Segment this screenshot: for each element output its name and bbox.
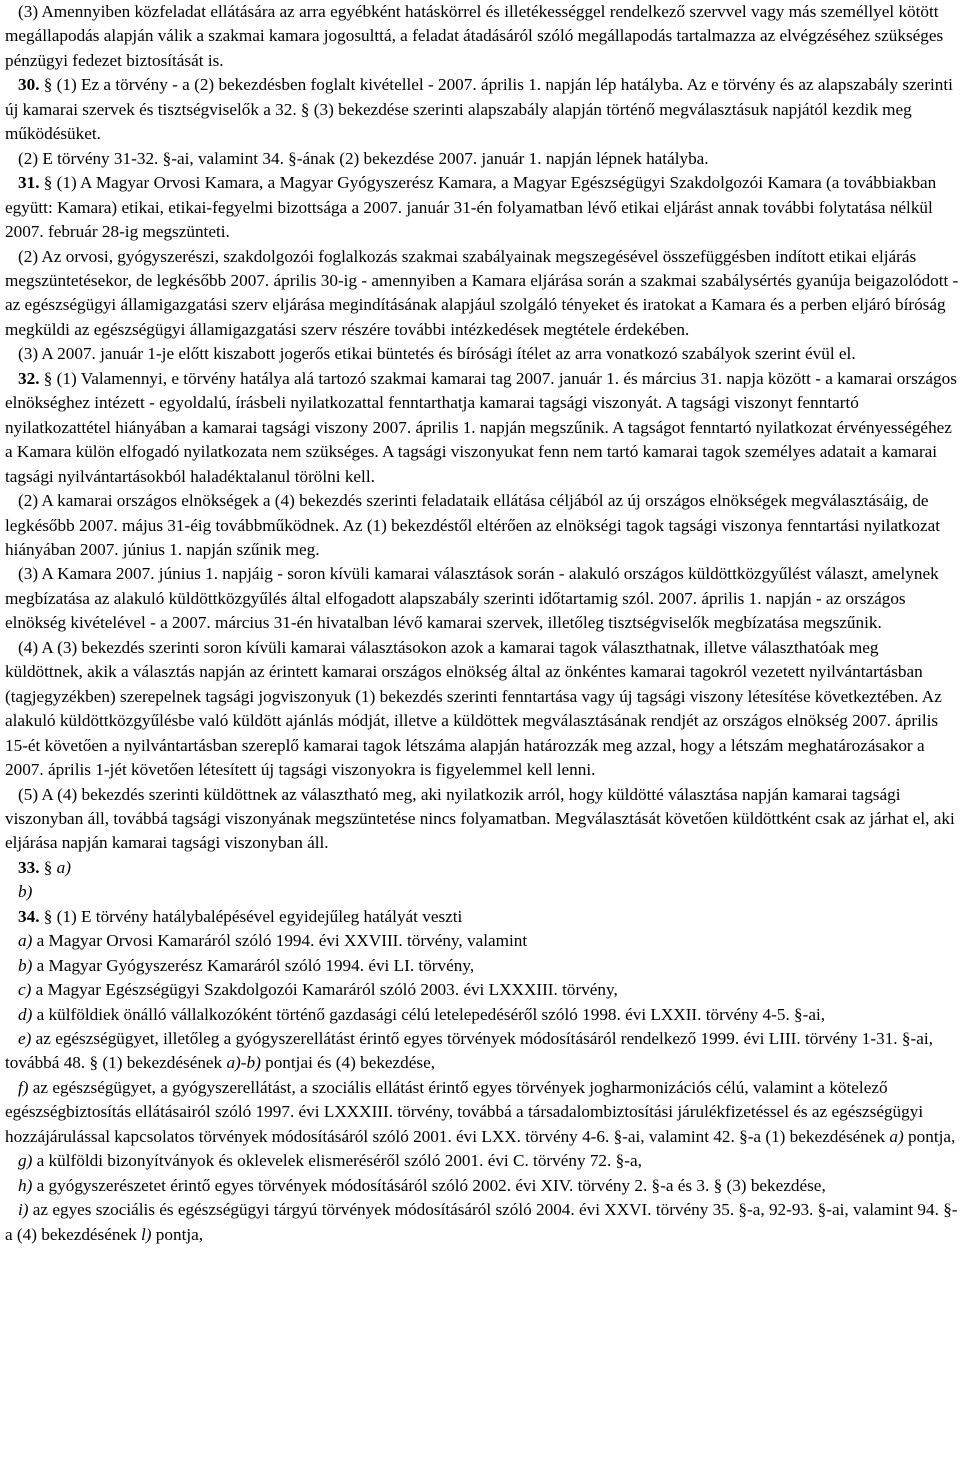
item-text: az egészségügyet, illetőleg a gyógyszerellátást érintő egyes törvények módosításáról rendelkező 1999. évi LIII. törvény 1-31. §-ai, továbbá 48. § (1) bekezdésének <box>5 1029 933 1073</box>
list-item-h <box>5 1174 959 1198</box>
item-letter: e) <box>18 1029 32 1049</box>
section-number-32: 32. <box>18 368 40 388</box>
list-item-d <box>5 1003 959 1027</box>
list-item-g <box>5 1149 959 1173</box>
item-text: az egészségügyet, a gyógyszerellátást, a szociális ellátást érintő egyes törvények jogharmonizációs célú, valamint a kötelező egészségbiztosítás ellátásairól szóló 1997. évi LXXXIII. törvény, továbbá a társadalombiztosítási járulékfizetéssel és az egészségügyi hozzájárulással kapcsolatos törvények módosításáról szóló 2001. évi LXX. törvény 4-6. §-ai, valamint 42. §-a (1) bekezdésének <box>5 1077 924 1146</box>
section-31-paragraph-1 <box>5 171 959 244</box>
section-33-point-b-line <box>5 880 959 904</box>
section-34-paragraph-1 <box>5 905 959 929</box>
section-33-point-b: b) <box>18 882 33 902</box>
item-text-tail: pontja, <box>151 1224 204 1244</box>
section-32-text: § (1) Valamennyi, e törvény hatálya alá tartozó szakmai kamarai tag 2007. január 1. és március 31. napja között - a kamarai országos elnökséghez intézett - egyoldalú, írásbeli nyilatkozattal fenntarthatja kamarai tagsági viszonyát. A tagsági viszonyt fenntartó nyilatkozattétel hiányában a kamarai tagsági viszony 2007. április 1. napján megszűnik. A tagságot fenntartó nyilatkozat érvényességéhez a Kamara külön elfogadó nyilatkozata nem szükséges. A tagsági viszonyukat fenn nem tartó kamarai tagok személyes adatait a kamarai tagsági nyilvántartásokból haladéktalanul törölni kell. <box>5 368 957 486</box>
section-32-paragraph-5: (5) A (4) bekezdés szerinti küldöttnek az választható meg, aki nyilatkozik arról, hogy küldötté választása napján kamarai tagsági viszonyban áll, továbbá tagsági viszonyának megszüntetése nincs folyamatban. Megválasztását követően küldöttként csak az járhat el, aki eljárása napján kamarai tagsági viszonyban áll. <box>5 784 955 853</box>
item-inline-points: a) <box>889 1126 904 1146</box>
item-text: a Magyar Orvosi Kamaráról szóló 1994. évi XXVIII. törvény, valamint <box>32 931 528 951</box>
section-33 <box>5 856 959 880</box>
section-number-31: 31. <box>18 173 40 193</box>
item-letter: f) <box>18 1077 29 1097</box>
item-text: a külföldiek önálló vállalkozóként történő gazdasági célú letelepedéséről szóló 1998. évi LXXII. törvény 4-5. §-ai, <box>32 1004 826 1024</box>
item-letter: c) <box>18 980 32 1000</box>
section-31-paragraph-3: (3) A 2007. január 1-je előtt kiszabott jogerős etikai büntetés és bírósági ítélet az arra vonatkozó szabályok szerint évül el. <box>18 344 856 364</box>
section-30-text: § (1) Ez a törvény - a (2) bekezdésben foglalt kivétellel - 2007. április 1. napján lép hatályba. Az e törvény és az alapszabály szerinti új kamarai szervek és tisztségviselők a 32. § (3) bekezdése szerinti alapszabály alapján történő megválasztásuk napjától kezdik meg működésüket. <box>5 75 953 144</box>
section-34-text: § (1) E törvény hatálybalépésével egyidejűleg hatályát veszti <box>39 906 463 926</box>
section-number-30: 30. <box>18 75 40 95</box>
item-text: a gyógyszerészetet érintő egyes törvények módosításáról szóló 2002. évi XIV. törvény 2. §-a és 3. § (3) bekezdése, <box>32 1175 826 1195</box>
section-30-paragraph-2: (2) E törvény 31-32. §-ai, valamint 34. §-ának (2) bekezdése 2007. január 1. napján lépnek hatályba. <box>18 148 709 168</box>
paragraph-29-3: (3) Amennyiben közfeladat ellátására az arra egyébként hatáskörrel és illetékességgel rendelkező szervvel vagy más személlyel kötött megállapodás alapján válik a szakmai kamara jogosulttá, a feladat átadásáról szóló megállapodás tartalmazza az elvégzéséhez szükséges pénzügyi fedezet biztosítását is. <box>5 2 944 70</box>
section-30-paragraph-1 <box>5 73 959 146</box>
section-31-paragraph-2: (2) Az orvosi, gyógyszerészi, szakdolgozói foglalkozás szakmai szabályainak megszegésével összefüggésben indított etikai eljárás megszüntetésekor, de legkésőbb 2007. április 30-ig - amennyiben a Kamara eljárása során a szakmai szabálysértés gyanúja beigazolódott - az egészségügyi államigazgatási szerv eljárása megindításának alapjául szolgáló tényeket és iratokat a Kamara és a perben eljáró bíróság megküldi az egészségügyi államigazgatási szerv részére további intézkedések megtétele érdekében. <box>5 246 959 339</box>
item-text: a külföldi bizonyítványok és oklevelek elismeréséről szóló 2001. évi C. törvény 72. §-a, <box>32 1151 642 1171</box>
list-item-b <box>5 954 959 978</box>
section-31-text: § (1) A Magyar Orvosi Kamara, a Magyar Gyógyszerész Kamara, a Magyar Egészségügyi Szakdolgozói Kamara (a továbbiakban együtt: Kamara) etikai, etikai-fegyelmi bizottsága a 2007. január 31-én folyamatban lévő etikai eljárást annak további folytatása nélkül 2007. február 28-ig megszünteti. <box>5 173 937 242</box>
item-letter: a) <box>18 931 33 951</box>
item-letter: h) <box>18 1175 33 1195</box>
item-text: a Magyar Gyógyszerész Kamaráról szóló 1994. évi LI. törvény, <box>32 955 475 975</box>
section-32-paragraph-4: (4) A (3) bekezdés szerinti soron kívüli kamarai választásokon azok a kamarai tagok választhatnak, illetve választhatóak meg küldöttnek, akik a választás napján az érintett kamarai országos elnökség által az önkéntes kamarai tagokról vezetett nyilvántartásban (tagjegyzékben) szerepelnek tagsági jogviszonyuk (1) bekezdés szerinti fenntartása vagy új tagsági viszony létesítése következtében. Az alakuló küldöttközgyűlésbe való küldött ajánlás módját, illetve a küldöttek megválasztásának rendjét az országos elnökség 2007. április 15-ét követően a nyilvántartásban szereplő kamarai tagok létszáma alapján határozzák meg azzal, hogy a létszám meghatározásakor a 2007. április 1-jét követően létesített új tagsági viszonyokra is figyelemmel kell lenni. <box>5 637 942 780</box>
list-item-a <box>5 929 959 953</box>
section-32-paragraph-3: (3) A Kamara 2007. június 1. napjáig - soron kívüli kamarai választások során - alakuló országos küldöttközgyűlést választ, amelynek megbízatása az alakuló küldöttközgyűlés által elfogadott alapszabály szerinti időtartamig szól. 2007. április 1. napján - az országos elnökség kivételével - a 2007. március 31-én hivatalban lévő kamarai szervek, illetőleg tisztségviselők megbízatása megszűnik. <box>5 564 939 633</box>
section-number-33: 33. <box>18 857 40 877</box>
item-inline-points: a)-b) <box>226 1053 261 1073</box>
list-item-i <box>5 1198 959 1247</box>
section-32-paragraph-1 <box>5 367 959 489</box>
list-item-e <box>5 1027 959 1076</box>
section-33-point-a: a) <box>56 857 71 877</box>
list-item-f <box>5 1076 959 1149</box>
section-number-34: 34. <box>18 906 40 926</box>
item-text: az egyes szociális és egészségügyi tárgyú törvények módosításáról szóló 2004. évi XXVI. törvény 35. §-a, 92-93. §-ai, valamint 94. §-a (4) bekezdésének <box>5 1200 958 1244</box>
list-item-c <box>5 978 959 1002</box>
item-letter: d) <box>18 1004 33 1024</box>
item-inline-points: l) <box>141 1224 152 1244</box>
item-text-tail: pontjai és (4) bekezdése, <box>260 1053 436 1073</box>
item-text-tail: pontja, <box>903 1126 956 1146</box>
item-letter: b) <box>18 955 33 975</box>
section-33-sign: § <box>39 857 57 877</box>
section-32-paragraph-2: (2) A kamarai országos elnökségek a (4) bekezdés szerinti feladataik ellátása céljából az új országos elnökségek megválasztásáig, de legkésőbb 2007. május 31-éig továbbműködnek. Az (1) bekezdéstől eltérően az elnökségi tagok tagsági viszonya fenntartási nyilatkozat hiányában 2007. június 1. napján szűnik meg. <box>5 491 941 559</box>
item-letter: i) <box>18 1200 29 1220</box>
item-letter: g) <box>18 1151 33 1171</box>
item-text: a Magyar Egészségügyi Szakdolgozói Kamaráról szóló 2003. évi LXXXIII. törvény, <box>31 980 618 1000</box>
